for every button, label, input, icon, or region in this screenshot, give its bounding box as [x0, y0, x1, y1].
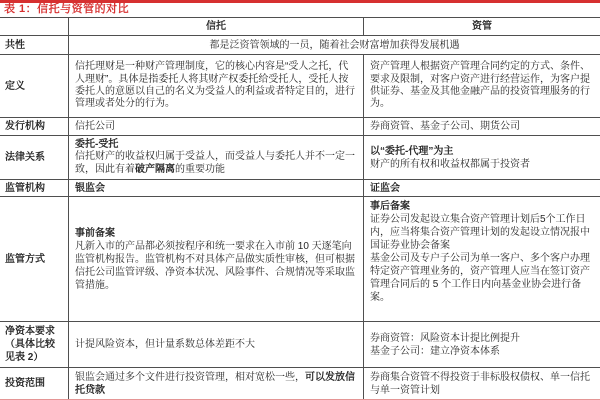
table-row-regulator: [0, 180, 600, 197]
table-row-legal-relation: [0, 136, 600, 180]
cell-invest-trust: [68, 368, 363, 399]
regulation-am-heading: 事后备案: [370, 201, 410, 212]
law-am-heading: 以“委托-代理”为主: [370, 145, 454, 157]
cell-netcap-trust: 计提风险资本，但计量系数总体差距不大: [68, 322, 363, 367]
invest-trust-body: [75, 371, 357, 397]
law-trust-body: [75, 151, 357, 176]
regulation-trust-heading: 事前备案: [75, 227, 115, 239]
header-empty-cell: [0, 18, 68, 35]
invest-trust-body-bold: 可以发放信托贷款: [75, 371, 355, 396]
cell-regulator-trust: 银监会: [68, 180, 363, 196]
table-header-row: [0, 18, 600, 36]
row-label-issuer: 发行机构: [5, 121, 45, 132]
row-label-common: 共性: [5, 39, 25, 51]
regulation-am-body-2: 基金公司及专户子公司为单一客户、多个客户办理特定资产管理业务的，资产管理人应当在签订资产管理合同后的 5 个工作日内向基金业协会进行备案。: [370, 253, 590, 303]
column-header-trust: 信托: [68, 18, 363, 35]
regulation-trust-body: 凡新入市的产品都必须按程序和统一要求在入市前 10 天逐笔向监管机构报告。监管机构不对具体产品做实质性审核，但可根据信托公司监管评级、净资本状况、风险事件、合规情况等采取监管措施。: [75, 240, 355, 291]
table-row-investment-scope: [0, 368, 600, 399]
cell-regulation-trust: [68, 197, 363, 321]
cell-definition-trust: 信托理财是一种财产管理制度，它的核心内容是“受人之托，代人理财”。具体是指委托人将其财产权委托给受托人，受托人按委托人的意愿以自己的名义为受益人的利益或者特定目的，进行管理或者处分的行为。: [68, 55, 363, 117]
cell-law-am: [363, 136, 600, 179]
table-row-regulation-method: [0, 197, 600, 322]
regulation-am-body-1: 证券公司发起设立集合资产管理计划后5个工作日内，应当将集合资产管理计划的发起设立情况报中国证券业协会备案: [370, 214, 590, 251]
column-header-asset-mgmt: 资管: [363, 18, 600, 35]
law-am-body: 财产的所有权和收益权都属于投资者: [370, 158, 530, 170]
row-label-investment-scope: 投资范围: [5, 378, 45, 389]
table-row-common: [0, 36, 600, 55]
table-row-definition: [0, 55, 600, 118]
cell-invest-am: 券商集合资管不得投资于非标股权债权、单一信托与单一资管计划: [363, 368, 600, 399]
comparison-table: [0, 17, 600, 399]
cell-netcap-am: [363, 322, 600, 367]
table-row-net-capital: [0, 322, 600, 368]
invest-trust-body-pre: 银监会通过多个文件进行投资管理，相对宽松一些，: [75, 371, 305, 383]
cell-regulator-am: 证监会: [363, 180, 600, 196]
table-title: 表 1：信托与资管的对比: [4, 3, 130, 15]
cell-common-merged: 都是泛资管领域的一员，随着社会财富增加获得发展机遇: [68, 36, 600, 54]
cell-regulation-am: [363, 197, 600, 321]
law-trust-body-post: 的重要功能: [175, 163, 225, 175]
table-row-issuer: [0, 118, 600, 136]
netcap-am-line-2: 基金子公司：建立净资本体系: [370, 345, 500, 357]
cell-definition-am: 资产管理人根据资产管理合同约定的方式、条件、要求及限制，对客户资产进行经营运作，为客户提供证券、基金及其他金融产品的投资管理服务的行为。: [363, 55, 600, 117]
cell-issuer-am: 券商资管、基金子公司、期货公司: [363, 118, 600, 135]
netcap-am-line-1: 券商资管：风险资本计提比例提升: [370, 332, 520, 344]
law-trust-body-bold: 破产隔离: [135, 163, 175, 175]
cell-issuer-trust: 信托公司: [68, 118, 363, 135]
row-label-regulator: 监管机构: [5, 182, 45, 194]
cell-law-trust: [68, 136, 363, 179]
row-label-regulation-method: 监管方式: [5, 253, 45, 265]
law-trust-heading: 委托-受托: [75, 138, 119, 150]
row-label-legal-relation: 法律关系: [5, 152, 45, 163]
law-trust-body-pre: 信托财产的收益权归属于受益人，而受益人与委托人并不一定一致，因此有着: [75, 151, 355, 175]
row-label-net-capital: 净资本要求（具体比较见表 2）: [5, 326, 55, 363]
row-label-definition: 定义: [5, 80, 25, 92]
